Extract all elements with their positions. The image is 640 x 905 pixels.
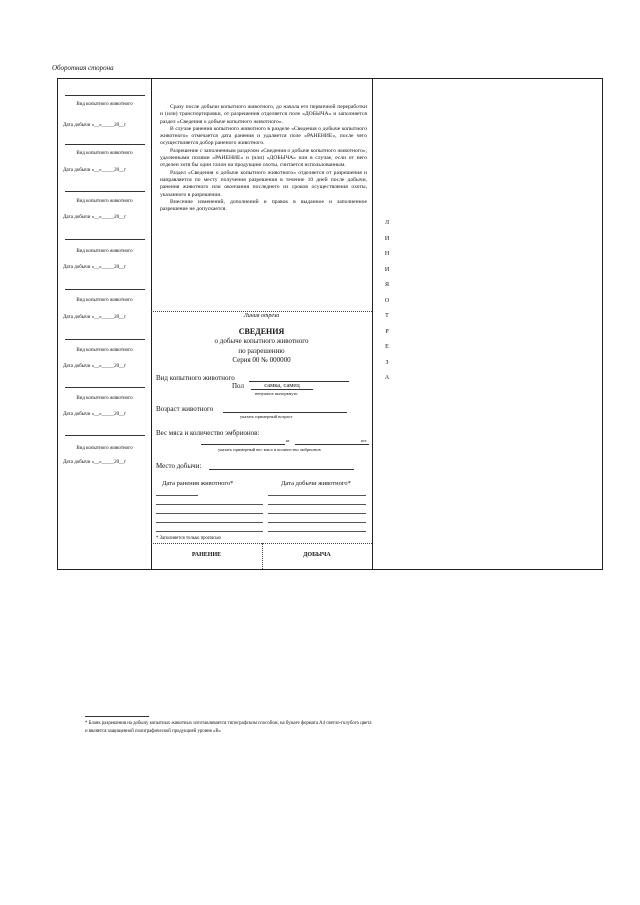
stub-animal-label: Вид копытного животного: [76, 199, 133, 204]
sex-label: Пол: [232, 382, 244, 390]
animal-type-label: Вид копытного животного: [156, 374, 235, 382]
section-subtitle: о добыче копытного животного: [214, 337, 309, 345]
instruction-paragraph: Раздел «Сведения о добыче копытного животного» отделяется от разрешения и направляется по месту получения разрешения в течение 10 дней после добычи, ранения животного или окончания последнего из сроков осуществления охоты, указанного в разрешении.: [160, 169, 367, 198]
side-label: Оборотная сторона: [52, 64, 114, 72]
footnote: [85, 720, 372, 735]
instruction-paragraph: Внесение изменений, дополнений и правок в выданное и заполненное разрешение не допускается.: [160, 198, 367, 213]
stub-date-label: Дата добычи «__»_____20__г: [63, 364, 127, 369]
cut-letter: Н: [384, 251, 390, 257]
instruction-paragraph: Сразу после добычи копытного животного, до начала его первичной переработки и (или) транспортировки, от разрешения отделяется поле «ДОБЫЧА» и заполняется раздел «Сведения о добыче копытного животного».: [160, 104, 367, 125]
date-line: [156, 531, 263, 532]
age-hint: указать примерный возраст: [240, 414, 293, 419]
series-number: Серия 00 № 000000: [232, 356, 291, 364]
wound-date-header: Дата ранения животного*: [162, 480, 234, 487]
footnote-line: * Бланк разрешения на добычу копытных животных изготавливается типографским способом, на бумаге формата А4 светло-голубого цвета: [85, 721, 372, 726]
cut-letter: Р: [385, 328, 389, 335]
date-line: [268, 513, 366, 514]
kill-tab[interactable]: ДОБЫЧА: [303, 552, 331, 558]
cut-letter: О: [384, 297, 390, 304]
age-field[interactable]: [223, 412, 347, 413]
stub-animal-label: Вид копытного животного: [76, 249, 133, 254]
cut-divider: [372, 78, 373, 570]
cut-letter: З: [385, 359, 389, 366]
cut-letter: И: [384, 235, 390, 242]
cut-letter: Е: [385, 344, 389, 350]
date-line: [268, 522, 366, 523]
wound-tab[interactable]: РАНЕНИЕ: [191, 552, 222, 558]
place-label: Место добычи:: [156, 462, 202, 470]
date-line: [156, 513, 263, 514]
embryo-count-field[interactable]: [295, 444, 369, 445]
date-line: [268, 504, 366, 505]
stub-date-label: Дата добычи «__»_____20__г: [63, 412, 127, 417]
age-label: Возраст животного: [156, 405, 214, 413]
cut-letter: И: [384, 266, 390, 273]
pcs-unit: шт: [361, 438, 367, 443]
cut-letter: А: [384, 375, 390, 381]
date-line: [156, 504, 263, 505]
date-line: [268, 531, 366, 532]
section-title: СВЕДЕНИЯ: [238, 327, 285, 336]
date-line: [156, 495, 198, 496]
cut-letter: Л: [384, 220, 390, 226]
stub-animal-label: Вид копытного животного: [76, 298, 133, 303]
vertical-cut-label: [381, 216, 393, 387]
footnote-line: и является защищенной полиграфической продукцией уровня «В»: [85, 728, 221, 734]
instruction-paragraph: Разрешение с заполненным разделом «Сведения о добыче копытного животного», удаленными полями «РАНЕНИЕ» и (или) «ДОБЫЧА» или в случае, если от него отделен хотя бы один талон на продукцию охоты, считается использованным.: [160, 147, 367, 169]
date-line: [268, 495, 366, 496]
section-subtitle-2: по разрешению: [238, 347, 285, 355]
stub-date-label: Дата добычи «__»_____20__г: [63, 315, 127, 320]
footnote-short: * Заполняется только прописью: [156, 536, 221, 541]
instructions-text: [160, 104, 367, 213]
cut-line-label: Линия отреза: [243, 313, 280, 319]
stub-animal-label: Вид копытного животного: [76, 151, 133, 156]
sex-hint: ненужное вычеркнуть: [255, 391, 298, 396]
kg-unit: кг: [286, 438, 291, 443]
stub-date-label: Дата добычи «__»_____20__г: [63, 460, 127, 465]
meat-hint: указать примерный вес мяса и количество эмбрионов: [218, 447, 321, 452]
stub-animal-label: Вид копытного животного: [76, 348, 133, 353]
meat-label: Вес мяса и количество эмбрионов:: [156, 429, 260, 437]
date-line: [156, 522, 263, 523]
stub-animal-label: Вид копытного животного: [76, 446, 133, 451]
meat-weight-field[interactable]: [201, 444, 285, 445]
stub-animal-label: Вид копытного животного: [76, 396, 133, 401]
stub-date-label: Дата добычи «__»_____20__г: [63, 215, 127, 220]
stub-date-label: Дата добычи «__»_____20__г: [63, 265, 127, 270]
stub-date-label: Дата добычи «__»_____20__г: [63, 123, 127, 128]
sex-value[interactable]: самка, самец: [251, 382, 313, 390]
stub-date-label: Дата добычи «__»_____20__г: [63, 168, 127, 173]
instruction-paragraph: В случае ранения копытного животного в разделе «Сведения о добыче копытного животного» отмечается дата ранения и удаляется поле «РАНЕНИЕ», после чего осуществляется добор раненого животного.: [160, 125, 367, 147]
place-field[interactable]: [209, 469, 354, 470]
stub-animal-label: Вид копытного животного: [76, 102, 133, 107]
kill-date-header: Дата добычи животного*: [281, 480, 351, 487]
cut-letter: Т: [385, 313, 389, 319]
cut-letter: Я: [384, 282, 389, 288]
cut-line: [151, 311, 372, 312]
footnote-rule: [85, 716, 149, 717]
